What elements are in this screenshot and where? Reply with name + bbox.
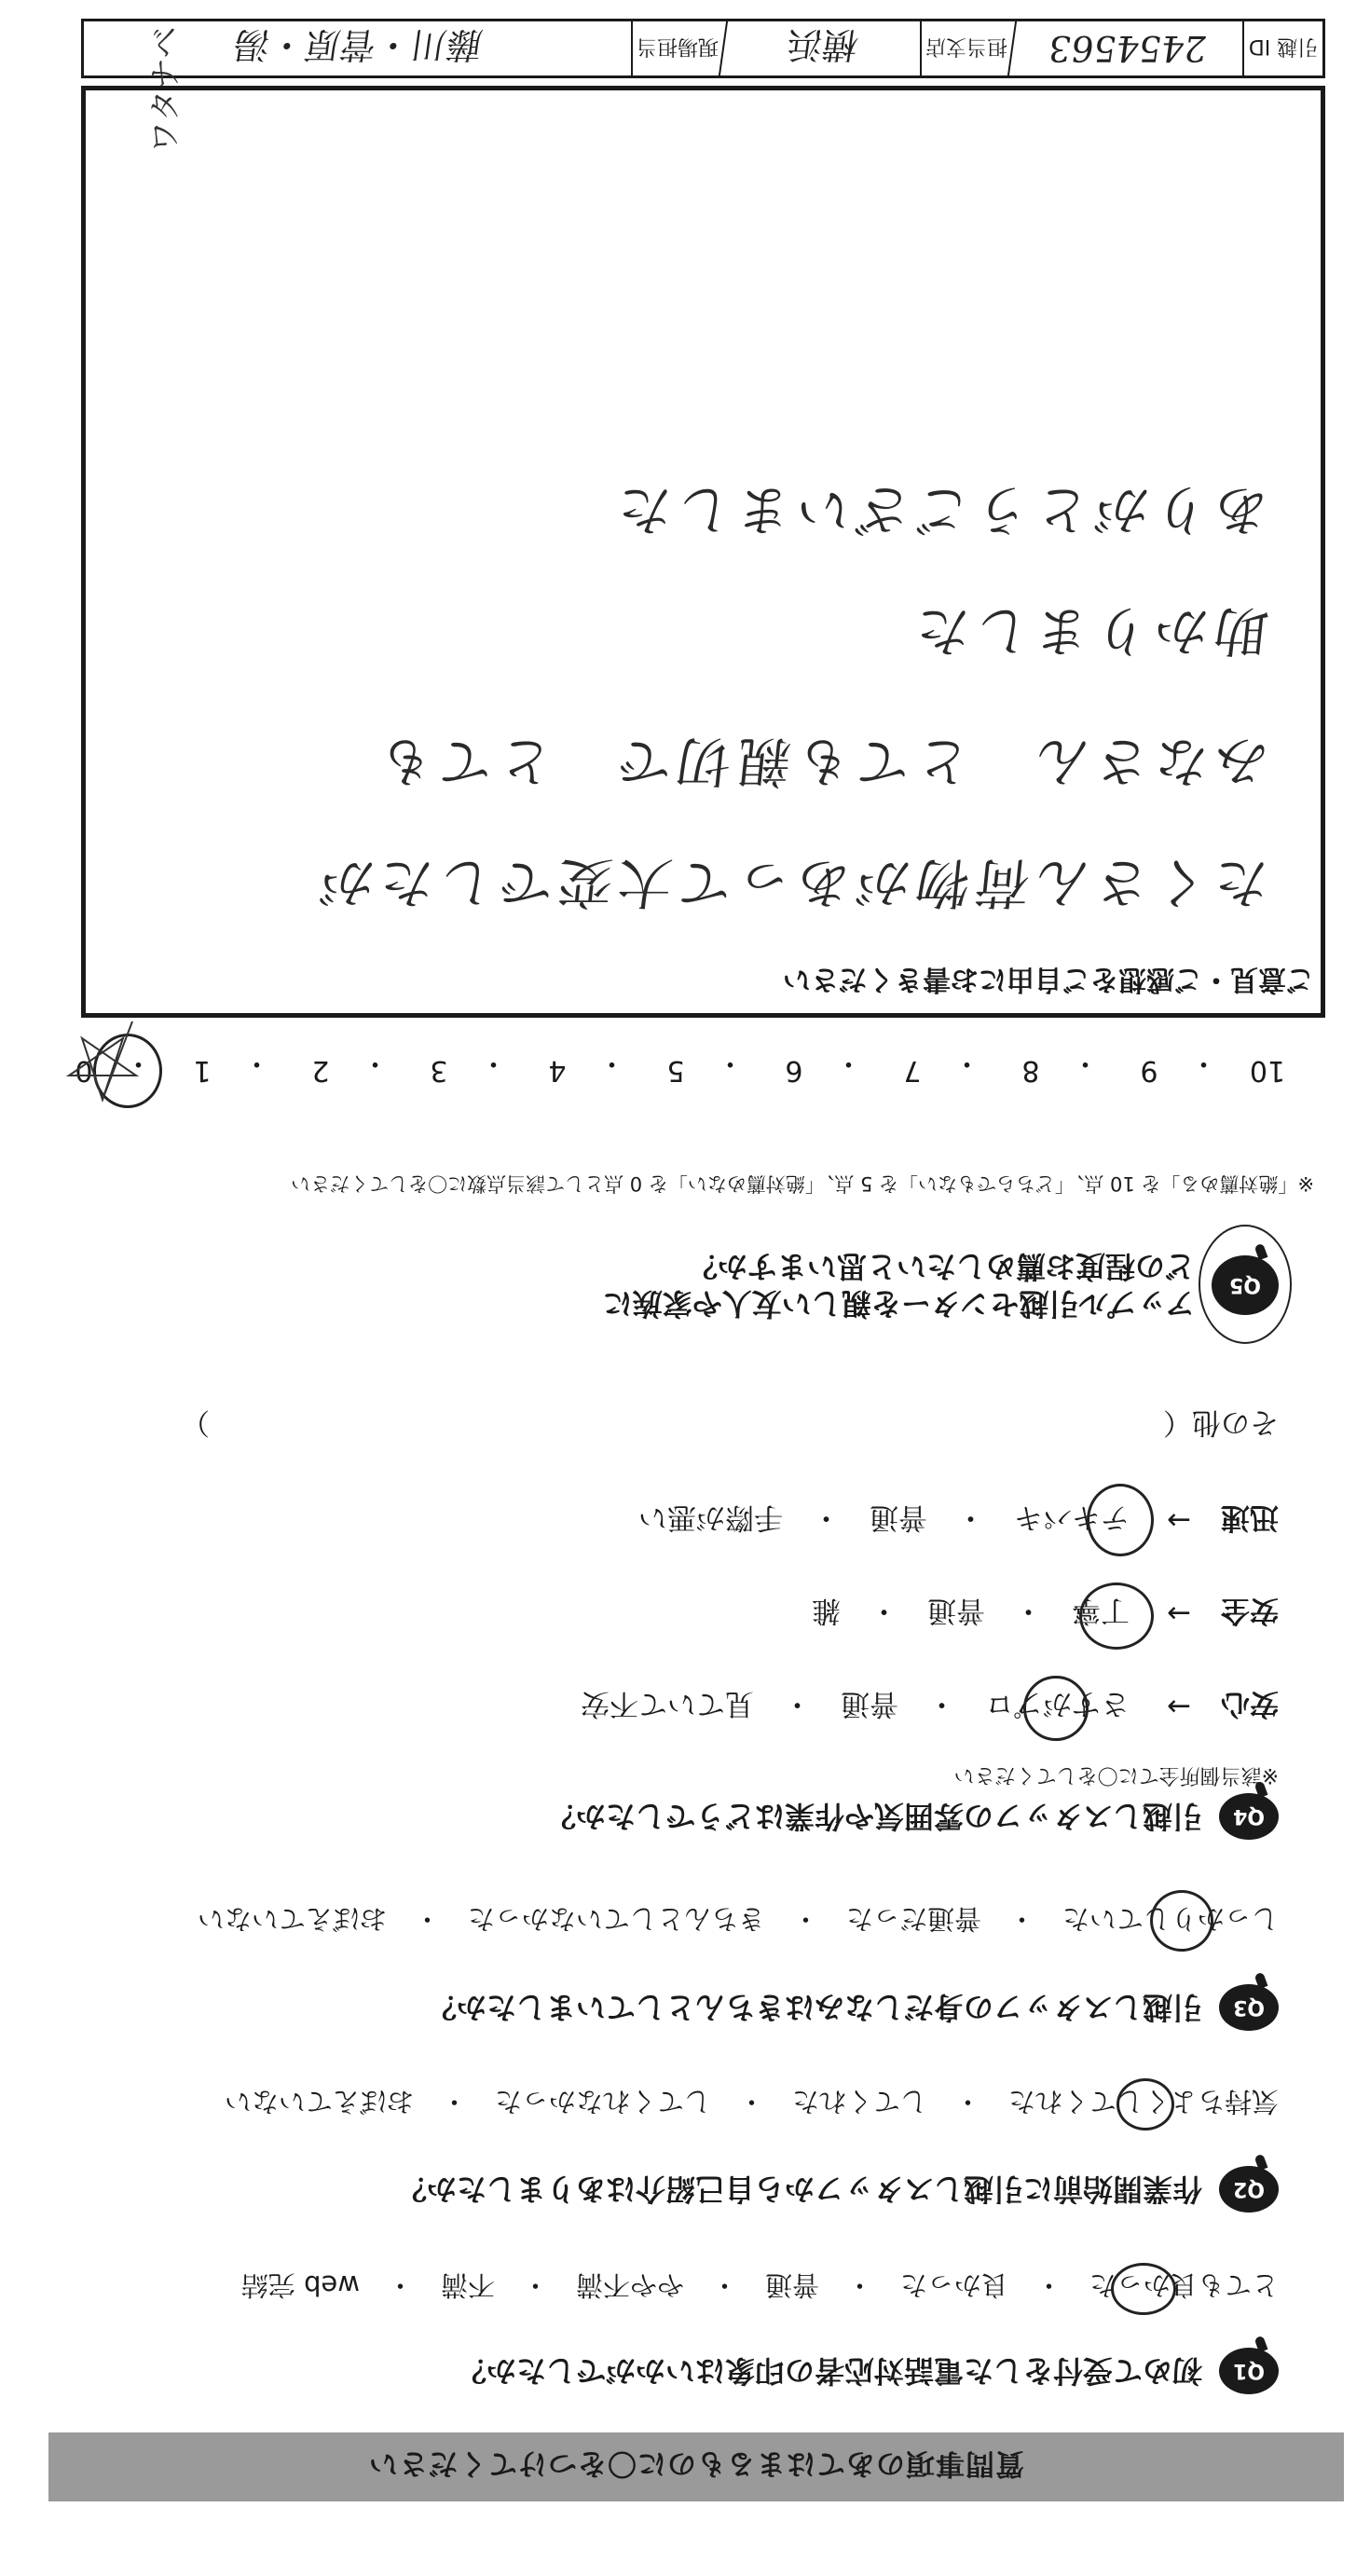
question-5 — [603, 1248, 1279, 1322]
comment-line-2: みなさん とても親切で とても — [369, 730, 1272, 793]
scale-separator: ・ — [716, 1047, 745, 1079]
q4-row-anshin — [581, 1686, 1279, 1728]
branch-value: 横浜 — [719, 21, 924, 75]
q5-text-line2: どの程度お薦めしたいと思いますか？ — [687, 1249, 1195, 1284]
q3-text: 引越しスタッフの身だしなみはきちんとしていましたか？ — [426, 1990, 1202, 2025]
q1-options: とても良かった ・ 良かった ・ 普通 ・ やや不満 ・ 不満 ・ web 完結 — [240, 2269, 1279, 2301]
q4-row-jinsoku-label: 迅速 — [1221, 1500, 1279, 1534]
comment-heading: ご意見・ご感想をご自由にお書きください — [783, 963, 1314, 995]
q4-jinsoku-circle — [1087, 1484, 1154, 1556]
q3-answer-circle — [1150, 1890, 1213, 1952]
comment-line-3: 助かりました — [906, 599, 1272, 663]
scale-point-7: 7 — [903, 1054, 922, 1087]
q4-other-text: その他（ ） — [181, 1405, 1279, 1439]
scale-point-0: 0 — [75, 1054, 93, 1087]
q4-other — [181, 1404, 1279, 1446]
q1-badge: Q1 — [1219, 2348, 1279, 2394]
instruction-text: 質問事項のあてはまるものに〇をつけてください — [368, 2446, 1024, 2481]
staff-value: 藤川・菅原・湯 — [230, 24, 486, 66]
q4-row-anzen-label: 安全 — [1221, 1594, 1279, 1627]
q5-star-mark — [65, 1020, 140, 1103]
question-4 — [546, 1793, 1279, 1840]
branch-label: 担当支店 — [920, 21, 1011, 75]
q4-subnote: ※該当個所全てに〇をしてください — [953, 1763, 1279, 1787]
q4-row-anzen — [812, 1593, 1279, 1635]
q5-badge-circle — [1199, 1225, 1292, 1344]
q4-row-jinsoku-options: テキパキ ・ 普通 ・ 手際が悪い — [638, 1500, 1130, 1534]
comment-line-4: ありがとうございました — [608, 478, 1272, 541]
q2-text: 作業開始前に引越しスタッフから自己紹介はありましたか？ — [396, 2172, 1202, 2207]
q5-badge: Q5 — [1212, 1255, 1279, 1315]
question-3 — [427, 1984, 1279, 2031]
q4-row-jinsoku — [638, 1500, 1279, 1541]
q4-row-anshin-label: 安心 — [1221, 1687, 1279, 1720]
q4-text: 引越しスタッフの雰囲気や作業はどうでしたか？ — [545, 1799, 1202, 1834]
scale-point-3: 3 — [430, 1054, 448, 1087]
q2-badge: Q2 — [1219, 2166, 1279, 2213]
scale-point-1: 1 — [193, 1054, 212, 1087]
q4-row-anshin-options: さすがプロ ・ 普通 ・ 見ていて不安 — [581, 1687, 1130, 1720]
q2-answer-circle — [1117, 2078, 1174, 2131]
header-table — [81, 19, 1325, 78]
scale-separator: ・ — [124, 1047, 153, 1079]
scale-separator: ・ — [242, 1047, 271, 1079]
scale-separator: ・ — [1189, 1047, 1218, 1079]
id-label: 引越 ID — [1242, 21, 1322, 75]
id-value: 2454563 — [1007, 21, 1246, 75]
scale-separator: ・ — [479, 1047, 508, 1079]
question-2 — [397, 2166, 1279, 2213]
scale-point-4: 4 — [548, 1054, 567, 1087]
q4-badge: Q4 — [1219, 1793, 1279, 1840]
scale-separator: ・ — [952, 1047, 981, 1079]
scale-point-9: 9 — [1140, 1054, 1158, 1087]
staff-label: 現場担当 — [631, 21, 722, 75]
q4-row-anzen-options: 丁寧 ・ 普通 ・ 雑 — [812, 1594, 1130, 1627]
scale-point-6: 6 — [785, 1054, 803, 1087]
q1-answer-circle — [1111, 2263, 1176, 2315]
q2-options: 気持ちよくしてくれた ・ してくれた ・ してくれなかった ・ おぼえていない — [224, 2086, 1279, 2117]
scale-separator: ・ — [834, 1047, 863, 1079]
scale-point-5: 5 — [666, 1054, 685, 1087]
q3-badge: Q3 — [1219, 1984, 1279, 2031]
q4-anzen-circle — [1079, 1583, 1154, 1650]
scale-point-2: 2 — [311, 1054, 330, 1087]
q4-anshin-circle — [1023, 1676, 1089, 1741]
scale-point-10: 10 — [1249, 1054, 1286, 1087]
q4-row-anzen-arrow: → — [1167, 1596, 1191, 1631]
comment-line-1: たくさん荷物があって大変でしたが — [310, 851, 1272, 914]
q4-row-jinsoku-arrow: → — [1167, 1503, 1191, 1538]
instruction-banner — [48, 2432, 1344, 2501]
scale-separator: ・ — [1071, 1047, 1100, 1079]
scale-separator: ・ — [597, 1047, 626, 1079]
q5-text-line1: アップル引越センターを親しい友人や家族に — [602, 1286, 1195, 1322]
q4-row-anshin-arrow: → — [1167, 1690, 1191, 1724]
q5-text — [603, 1248, 1195, 1322]
q5-scale — [56, 1046, 1295, 1087]
scale-separator: ・ — [361, 1047, 390, 1079]
q3-options: しっかりしていた ・ 普通だった ・ きちんとしていなかった ・ おぼえていない — [197, 1903, 1279, 1935]
question-1 — [457, 2348, 1279, 2394]
margin-note: ワタナベ — [147, 26, 185, 153]
q5-note: ※「絶対薦める」を 10 点、「どちらでもない」を 5 点、「絶対薦めない」を 0 点として該当点数に〇をしてください — [291, 1172, 1314, 1195]
q1-text: 初めて受付をした電話対応者の印象はいかがでしたか？ — [456, 2353, 1202, 2389]
scale-point-8: 8 — [1021, 1054, 1040, 1087]
